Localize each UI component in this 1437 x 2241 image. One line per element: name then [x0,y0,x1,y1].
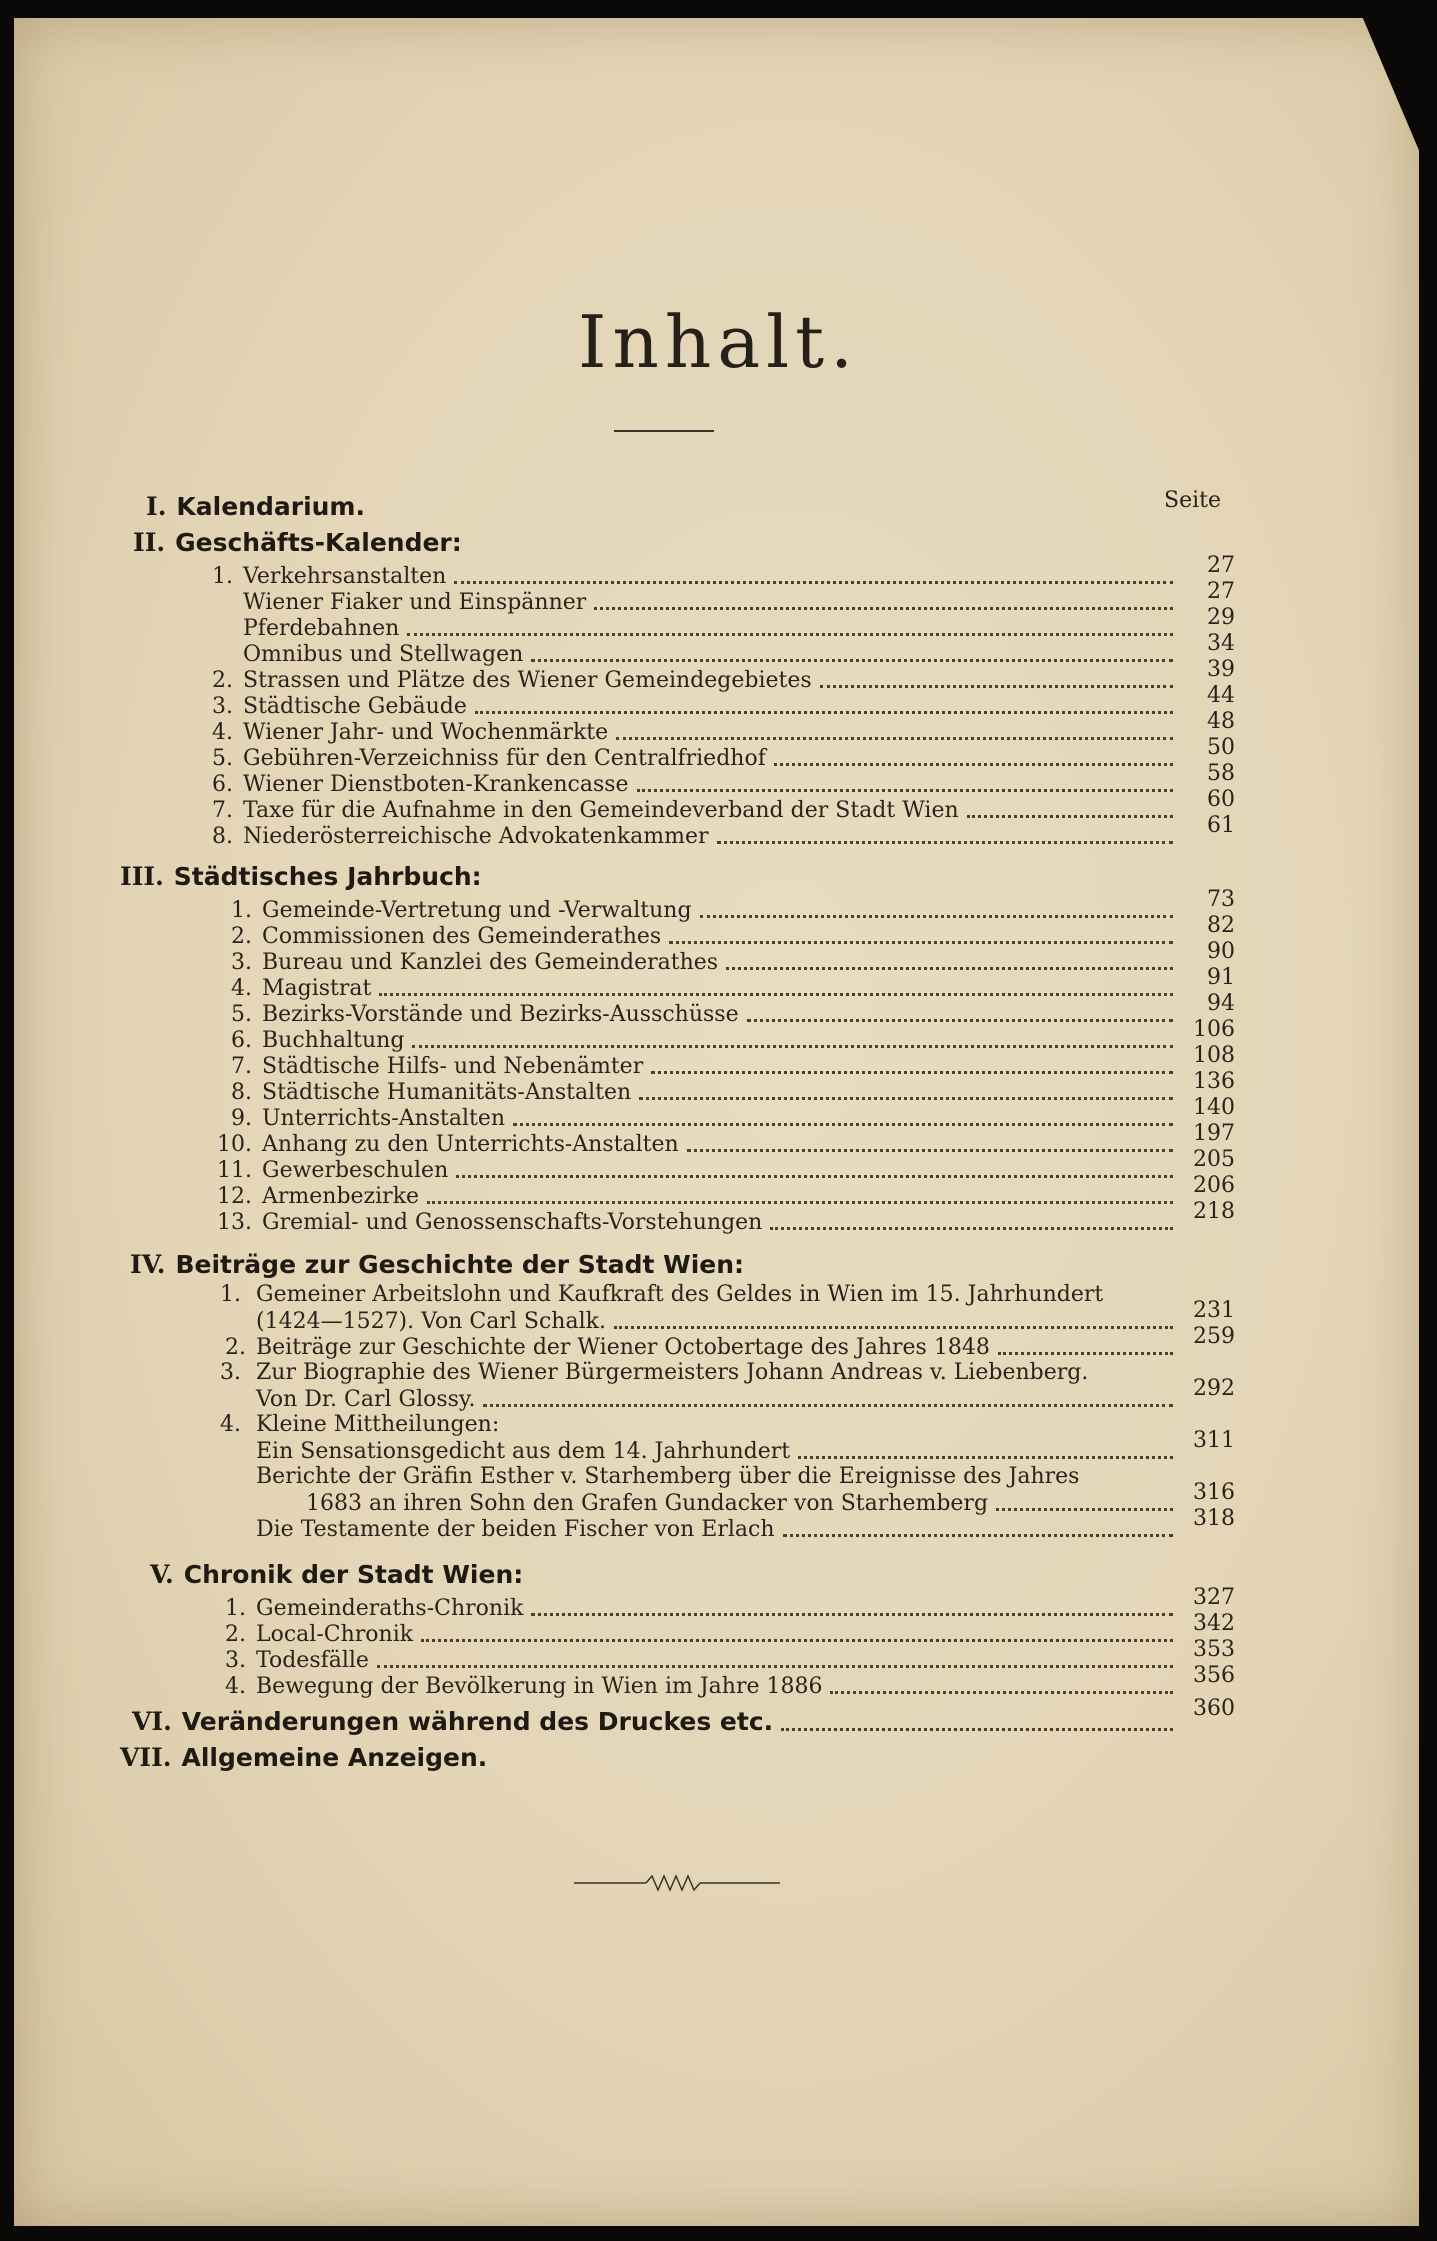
dot-leader [651,1061,1173,1074]
entry-page: 259 [1193,1324,1235,1349]
entry-title: Commissionen des Gemeinderathes [262,924,662,949]
entry-number: 13. [217,1210,252,1235]
entry-page: 136 [1193,1069,1235,1094]
entry-page: 91 [1207,965,1235,990]
entry-number: 3. [225,1648,246,1673]
dot-leader [616,727,1173,740]
entry-title: Beiträge zur Geschichte der Wiener Octobertage des Jahres 1848 [256,1335,990,1360]
entry-number: 4. [225,1674,246,1699]
dot-leader [687,1139,1173,1152]
entry-title: Wiener Dienstboten-Krankencasse [243,772,629,797]
dot-leader [377,1655,1173,1668]
entry-title: Städtische Humanitäts-Anstalten [262,1080,632,1105]
entry-page: 58 [1207,761,1235,786]
entry-number: 1. [212,564,233,589]
dot-leader [531,649,1173,662]
dot-leader [669,931,1173,944]
page-column-label: Seite [1164,488,1221,513]
entry-title: Armenbezirke [262,1184,420,1209]
entry-page: 90 [1207,939,1235,964]
section-2-heading [133,528,462,557]
entry-page: 39 [1207,657,1235,682]
dot-leader [594,597,1173,610]
entry-page: 140 [1193,1095,1235,1120]
toc-entry[interactable] [205,735,1235,771]
dot-leader [614,1316,1173,1329]
entry-title: Todesfälle [256,1648,369,1673]
entry-title: Berichte der Gräfin Esther v. Starhemberg über die Ereignisse des Jahres [256,1464,1080,1489]
section-label: Beiträge zur Geschichte der Stadt Wien: [175,1250,745,1279]
entry-number: 7. [212,798,233,823]
entry-number: 8. [231,1080,252,1105]
entry-title: Buchhaltung [262,1028,405,1053]
entry-title: Gemeinderaths-Chronik [256,1596,524,1621]
toc-entry[interactable] [216,1173,1235,1209]
toc-entry[interactable] [205,605,1235,641]
entry-number: 5. [212,746,233,771]
dot-leader [717,831,1173,844]
entry-title: Gewerbeschulen [262,1158,449,1183]
entry-page: 311 [1193,1428,1235,1453]
entry-title: Bureau und Kanzlei des Gemeinderathes [262,950,719,975]
entry-page: 342 [1193,1611,1235,1636]
toc-entry[interactable] [216,1095,1235,1131]
entry-page: 316 [1193,1480,1235,1505]
dot-leader [967,805,1173,818]
entry-page: 61 [1207,813,1235,838]
section-number: VI. [132,1707,172,1736]
toc-entry[interactable] [306,1480,1235,1516]
dot-leader [456,1165,1173,1178]
toc-entry[interactable] [256,1428,1235,1464]
toc-entry[interactable] [205,579,1235,615]
entry-number: 1. [220,1282,241,1307]
entry-title: Ein Sensationsgedicht aus dem 14. Jahrhundert [256,1439,791,1464]
page-title: Inhalt. [578,300,859,384]
toc-entry[interactable] [216,1585,1235,1621]
toc-entry[interactable] [216,1147,1235,1183]
toc-entry[interactable] [205,787,1235,823]
entry-number: 2. [231,924,252,949]
toc-entry[interactable] [256,1376,1235,1412]
entry-page: 60 [1207,787,1235,812]
entry-page: 206 [1193,1173,1235,1198]
entry-page: 73 [1207,887,1235,912]
toc-entry[interactable] [216,939,1235,975]
toc-entry[interactable] [216,1637,1235,1673]
dot-leader [774,753,1173,766]
dot-leader [726,957,1173,970]
entry-number: 6. [231,1028,252,1053]
entry-page: 50 [1207,735,1235,760]
dot-leader [531,1603,1173,1616]
dot-leader [781,1718,1173,1731]
entry-title: Städtische Hilfs- und Nebenämter [262,1054,644,1079]
toc-entry[interactable] [205,761,1235,797]
entry-number: 8. [212,824,233,849]
entry-title: Wiener Fiaker und Einspänner [243,590,587,615]
section-number: IV. [130,1250,166,1279]
entry-number: 4. [212,720,233,745]
toc-entry[interactable] [205,657,1235,693]
dot-leader [637,779,1173,792]
dot-leader [820,675,1173,688]
entry-page: 27 [1207,579,1235,604]
entry-title: Unterrichts-Anstalten [262,1106,506,1131]
entry-title: Gemeinde-Vertretung und -Verwaltung [262,898,692,923]
entry-page: 231 [1193,1298,1235,1323]
section-number: VII. [120,1743,172,1772]
toc-entry[interactable] [205,631,1235,667]
section-label: Städtisches Jahrbuch: [173,862,482,891]
entry-title: Wiener Jahr- und Wochenmärkte [243,720,609,745]
entry-page: 292 [1193,1376,1235,1401]
entry-number: 2. [225,1622,246,1647]
entry-page: 205 [1193,1147,1235,1172]
entry-title: Bezirks-Vorstände und Bezirks-Ausschüsse [262,1002,739,1027]
entry-number: 12. [217,1184,252,1209]
entry-title: Verkehrsanstalten [243,564,447,589]
toc-entry[interactable] [205,553,1235,589]
section-3-heading [120,862,482,891]
entry-title: Pferdebahnen [243,616,400,641]
entry-title: (1424—1527). Von Carl Schalk. [256,1309,606,1334]
dot-leader [513,1113,1173,1126]
entry-number: 6. [212,772,233,797]
entry-title: Von Dr. Carl Glossy. [256,1387,476,1412]
entry-title: Die Testamente der beiden Fischer von Erlach [256,1517,775,1542]
section-label: Geschäfts-Kalender: [175,528,462,557]
dot-leader [421,1629,1173,1642]
entry-page: 356 [1193,1663,1235,1688]
toc-entry[interactable] [220,1324,1235,1360]
toc-entry[interactable] [216,1043,1235,1079]
end-ornament [574,1872,780,1894]
section-number: V. [150,1560,174,1589]
entry-title: Taxe für die Aufnahme in den Gemeindeverband der Stadt Wien [243,798,959,823]
dot-leader [700,905,1173,918]
section-number: I. [146,492,167,521]
entry-number: 3. [212,694,233,719]
toc-entry[interactable] [205,709,1235,745]
entry-number: 10. [217,1132,252,1157]
dot-leader [798,1446,1173,1459]
entry-page: 318 [1193,1506,1235,1531]
dot-leader [747,1009,1173,1022]
section-7-heading [120,1743,487,1772]
entry-number: 5. [231,1002,252,1027]
entry-title: Niederösterreichische Advokatenkammer [243,824,709,849]
entry-number: 3. [220,1360,241,1385]
toc-entry[interactable] [216,1069,1235,1105]
entry-page: 106 [1193,1017,1235,1042]
toc-entry[interactable] [216,1121,1235,1157]
entry-title: Bewegung der Bevölkerung in Wien im Jahre 1886 [256,1674,823,1699]
entry-number: 4. [220,1412,241,1437]
entry-number: 1. [231,898,252,923]
entry-number: 4. [231,976,252,1001]
toc-entry[interactable] [205,683,1235,719]
title-rule [614,430,714,432]
entry-title: Gemeiner Arbeitslohn und Kaufkraft des Geldes in Wien im 15. Jahrhundert [256,1282,1104,1307]
entry-page: 94 [1207,991,1235,1016]
entry-title: Strassen und Plätze des Wiener Gemeindegebietes [243,668,812,693]
dot-leader [412,1035,1173,1048]
dot-leader [379,983,1173,996]
entry-page: 82 [1207,913,1235,938]
entry-title: Kleine Mittheilungen: [256,1412,500,1437]
entry-page: 44 [1207,683,1235,708]
entry-title: Gremial- und Genossenschafts-Vorstehungen [262,1210,763,1235]
entry-title: Zur Biographie des Wiener Bürgermeisters Johann Andreas v. Liebenberg. [256,1360,1089,1385]
entry-title: Gebühren-Verzeichniss für den Centralfriedhof [243,746,766,771]
entry-page: 29 [1207,605,1235,630]
toc-entry[interactable] [216,1611,1235,1647]
toc-entry[interactable] [216,913,1235,949]
entry-title: Magistrat [262,976,372,1001]
dot-leader [830,1681,1173,1694]
toc-entry[interactable] [256,1506,1235,1542]
entry-number: 3. [231,950,252,975]
entry-title: Omnibus und Stellwagen [243,642,524,667]
entry-number: 2. [225,1335,246,1360]
dot-leader [783,1524,1173,1537]
section-number: II. [133,528,166,557]
entry-page: 327 [1193,1585,1235,1610]
dot-leader [475,701,1173,714]
dot-leader [996,1498,1173,1511]
entry-page: 197 [1193,1121,1235,1146]
toc-entry[interactable] [205,813,1235,849]
toc-entry[interactable] [216,991,1235,1027]
entry-title: 1683 an ihren Sohn den Grafen Gundacker von Starhemberg [306,1491,989,1516]
section-label: Veränderungen während des Druckes etc. [181,1707,774,1736]
dot-leader [483,1394,1173,1407]
entry-title: Anhang zu den Unterrichts-Anstalten [262,1132,679,1157]
entry-page: 108 [1193,1043,1235,1068]
entry-number: 1. [225,1596,246,1621]
section-6-title [132,1707,773,1736]
dot-leader [639,1087,1173,1100]
entry-page: 360 [1193,1696,1235,1721]
section-label: Chronik der Stadt Wien: [183,1560,524,1589]
section-6-heading[interactable] [132,1696,1235,1736]
entry-page: 48 [1207,709,1235,734]
section-1-heading [146,492,365,521]
section-label: Allgemeine Anzeigen. [181,1743,488,1772]
toc-entry[interactable] [216,887,1235,923]
entry-page: 34 [1207,631,1235,656]
entry-number: 2. [212,668,233,693]
dot-leader [407,623,1173,636]
entry-number: 9. [231,1106,252,1131]
dot-leader [998,1342,1173,1355]
toc-entry[interactable] [256,1298,1235,1334]
toc-entry[interactable] [216,965,1235,1001]
entry-title: Local-Chronik [256,1622,414,1647]
section-4-heading [130,1250,744,1279]
entry-number: 7. [231,1054,252,1079]
entry-page: 353 [1193,1637,1235,1662]
toc-entry[interactable] [216,1199,1235,1235]
entry-page: 27 [1207,553,1235,578]
toc-entry[interactable] [216,1017,1235,1053]
entry-page: 218 [1193,1199,1235,1224]
dot-leader [454,571,1173,584]
section-number: III. [120,862,164,891]
section-5-heading [150,1560,523,1589]
entry-title: Städtische Gebäude [243,694,467,719]
section-label: Kalendarium. [176,492,365,521]
entry-number: 11. [217,1158,252,1183]
dot-leader [427,1191,1173,1204]
dot-leader [770,1217,1173,1230]
toc-entry[interactable] [216,1663,1235,1699]
